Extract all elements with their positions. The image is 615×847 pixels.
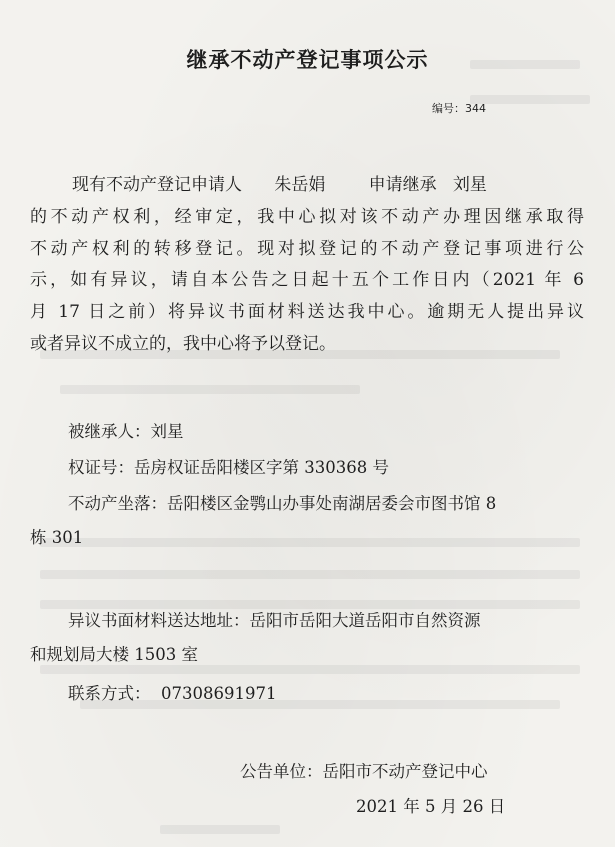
certificate-field: 权证号：岳房权证岳阳楼区字第 330368 号 xyxy=(68,458,389,477)
contact-field: 联系方式： 07308691971 xyxy=(68,684,277,703)
bleed-through-mark xyxy=(40,570,580,579)
issuing-unit: 公告单位：岳阳市不动产登记中心 xyxy=(240,762,488,781)
notice-title: 继承不动产登记事项公示 xyxy=(186,48,429,72)
location-field: 不动产坐落：岳阳楼区金鹗山办事处南湖居委会市图书馆 8 xyxy=(68,494,497,513)
bleed-through-mark xyxy=(470,95,590,104)
bleed-through-mark xyxy=(40,665,580,674)
bleed-through-mark xyxy=(60,385,360,394)
paragraph-line: 月 17 日之前）将异议书面材料送达我中心。逾期无人提出异议 xyxy=(30,302,584,323)
location-field-continued: 栋 301 xyxy=(30,528,84,547)
paragraph-line: 现有不动产登记申请人 朱岳娟 申请继承 刘星 xyxy=(72,175,487,195)
notice-paragraph xyxy=(30,170,584,361)
objection-address-continued: 和规划局大楼 1503 室 xyxy=(30,645,198,664)
issue-date: 2021 年 5 月 26 日 xyxy=(356,797,506,816)
objection-address-field: 异议书面材料送达地址：岳阳市岳阳大道岳阳市自然资源 xyxy=(68,611,481,630)
decedent-field: 被继承人：刘星 xyxy=(68,422,184,441)
paragraph-line: 不动产权利的转移登记。现对拟登记的不动产登记事项进行公 xyxy=(30,238,584,259)
document-number: 编号：344 xyxy=(432,102,486,115)
paragraph-line: 的不动产权利，经审定，我中心拟对该不动产办理因继承取得 xyxy=(30,206,584,227)
paragraph-line: 或者异议不成立的，我中心将予以登记。 xyxy=(30,333,336,354)
bleed-through-mark xyxy=(160,825,280,834)
paragraph-line: 示，如有异议，请自本公告之日起十五个工作日内（2021 年 6 xyxy=(30,270,584,291)
bleed-through-mark xyxy=(40,538,580,547)
